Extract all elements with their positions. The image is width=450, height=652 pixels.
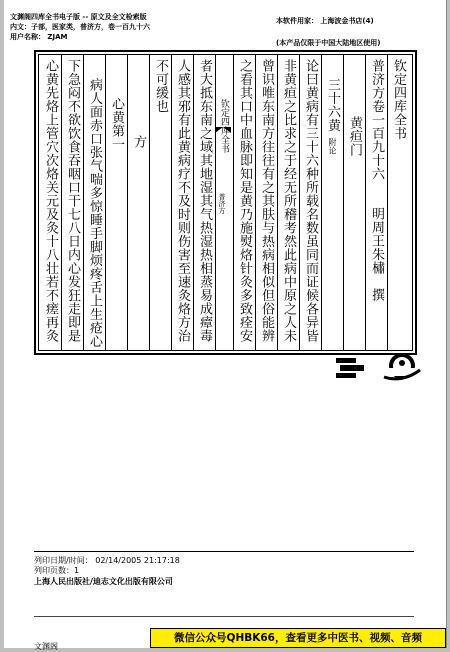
column-rule	[149, 55, 150, 350]
column-text: 曾识唯东南方往往有之其肤与热病相似但俗能辨	[259, 59, 274, 343]
column-rule	[365, 55, 366, 350]
column-text: 不可缓也	[153, 59, 168, 113]
publisher-name: 上海人民出版社/迪志文化出版有限公司	[34, 577, 173, 586]
column-text: 人感其邪有此黄病疗不及时则伤害至速灸烙方治	[175, 59, 190, 343]
text-column	[194, 59, 214, 343]
text-column	[234, 59, 254, 343]
column-text: 方	[131, 135, 146, 149]
text-column	[62, 59, 82, 343]
author-credit: 明周王朱橚 撰	[369, 206, 384, 301]
text-column	[388, 59, 408, 140]
text-column	[322, 78, 342, 155]
column-text: 者大抵东南之域其地湿其气热湿热相蒸易成瘴毒	[197, 59, 212, 343]
next-page-fragment: 文渊阁	[34, 642, 58, 651]
column-note: 附论	[328, 138, 337, 155]
column-text: 心黄先烙上管穴次烙关元及灸十八壮若不瘥再灸	[43, 59, 58, 343]
text-column	[256, 59, 276, 343]
text-column	[128, 135, 148, 149]
column-text: 非黄疸之比求之于经无所稽考然此病中原之人未	[281, 59, 296, 343]
text-column	[366, 59, 386, 301]
document-page	[4, 0, 447, 651]
header-line-3: 用户名称： ZJAM	[10, 33, 68, 41]
banxin-fold	[215, 55, 233, 350]
column-rule	[321, 55, 322, 350]
column-text: 之看其口中血脉即知是黄乃施熨烙针灸多致痊安	[237, 59, 252, 343]
column-text: 钦定四库全书	[391, 59, 406, 140]
text-column	[300, 59, 320, 343]
text-column	[172, 59, 192, 343]
text-column	[40, 59, 60, 343]
column-rule	[299, 55, 300, 350]
column-rule	[105, 55, 106, 350]
banxin-rule	[233, 55, 234, 350]
text-frame-inner	[38, 54, 413, 351]
text-column	[150, 59, 170, 113]
text-column	[344, 116, 364, 157]
text-column	[106, 97, 126, 151]
column-rule	[61, 55, 62, 350]
header-line-2: 内文：子部，医家类，普济方，卷一百九十六	[10, 23, 150, 31]
wechat-watermark-banner: 微信公众号QHBK66，查看更多中医书、视频、音频	[150, 628, 446, 648]
header-region-note: (本产品仅限于中国大陆地区使用)	[276, 39, 381, 47]
column-text: 下急闷不欲饮食吞咽口干七八日内心发狂走即是	[65, 59, 80, 343]
text-frame	[34, 50, 417, 355]
text-column	[84, 78, 104, 348]
column-rule	[343, 55, 344, 350]
print-page-count: 列印页数：1	[34, 566, 80, 575]
column-rule	[193, 55, 194, 350]
column-text: 普济方卷一百九十六	[369, 59, 384, 181]
publisher-logo-icon	[334, 350, 424, 386]
banxin-rule	[215, 55, 216, 350]
text-column	[278, 59, 298, 343]
column-text: 论曰黄病有三十六种所载名数虽同而证候各异皆	[303, 59, 318, 343]
column-rule	[387, 55, 388, 350]
column-text: 病人面赤口张气喘多惊睡手脚烦疼舌上生疮心	[87, 78, 102, 348]
banxin-title: 钦定四库全书	[219, 99, 229, 153]
column-rule	[255, 55, 256, 350]
column-rule	[171, 55, 172, 350]
column-text: 三十六黄	[325, 78, 340, 132]
column-rule	[83, 55, 84, 350]
footer-separator	[34, 551, 414, 552]
page-break-line	[34, 616, 414, 617]
column-text: 黄疸门	[347, 116, 362, 157]
fish-tail-icon	[215, 127, 231, 133]
print-date: 列印日期/时间： 02/14/2005 21:17:18	[34, 556, 180, 565]
column-rule	[277, 55, 278, 350]
column-text: 心黄第一	[109, 97, 124, 151]
banxin-book-name: 普济方	[218, 193, 226, 214]
header-line-1: 文渊阁四库全书电子版 -- 原文及全文检索版	[10, 13, 147, 21]
header-licensee: 本软件用家： 上海波金书店(4)	[276, 17, 374, 25]
column-rule	[127, 55, 128, 350]
